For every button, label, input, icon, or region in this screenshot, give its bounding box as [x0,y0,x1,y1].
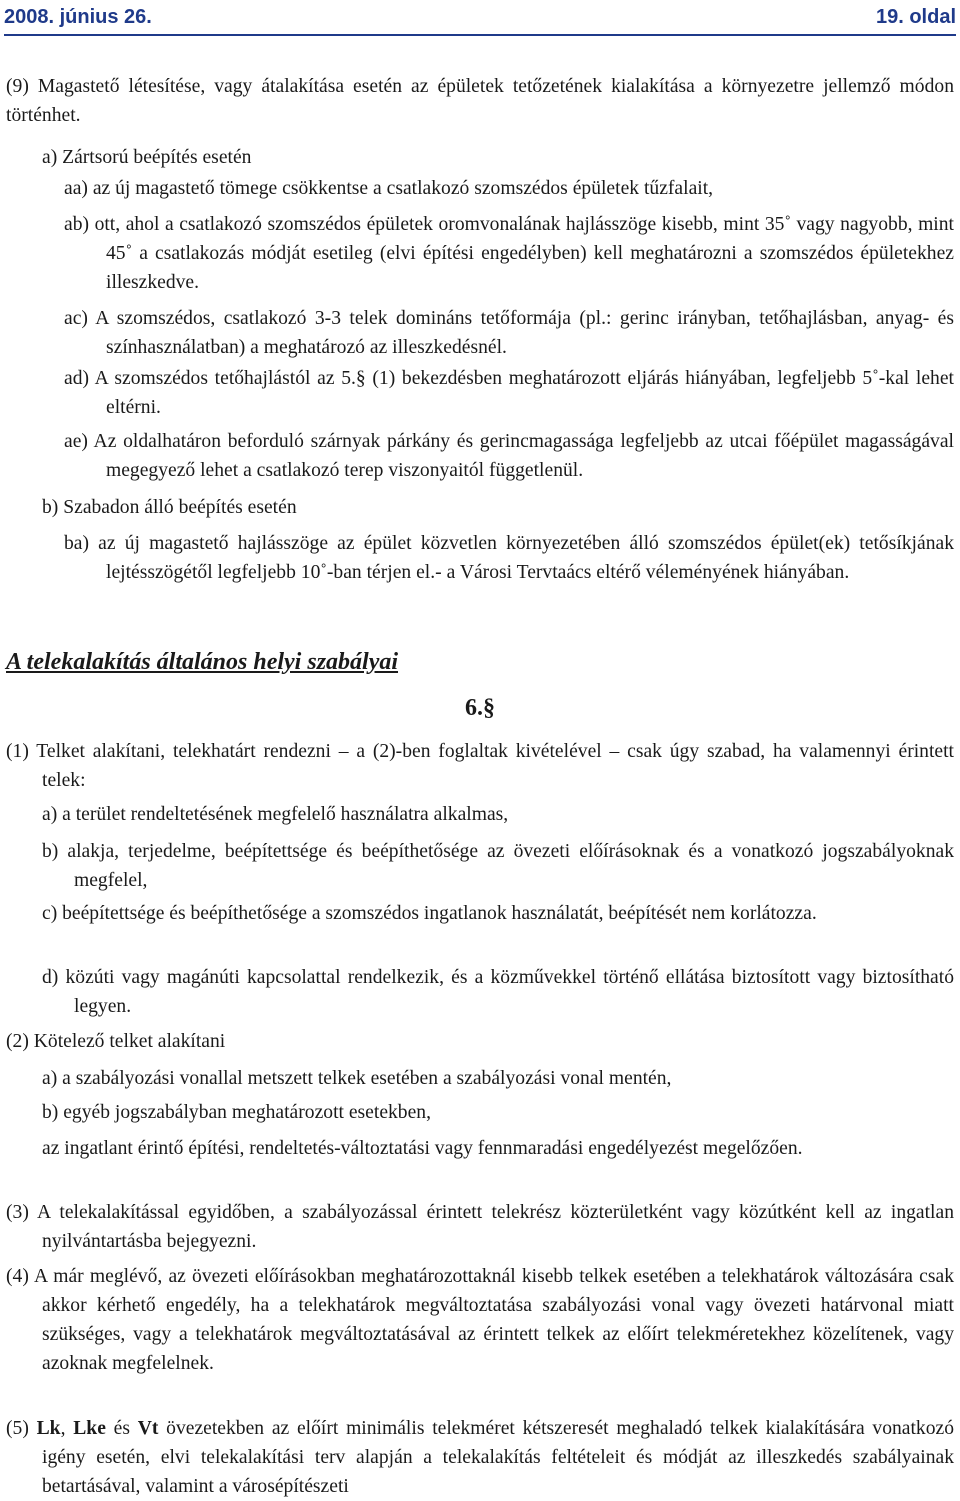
item-6-2-b: b) egyéb jogszabályban meghatározott esetekben, [42,1102,431,1123]
paragraph-6-1: (1) Telket alakítani, telekhatárt rendezni – a (2)-ben foglaltak kivételével – csak úgy szabad, ha valamennyi érintett telek: [6,741,954,791]
zone-vt: Vt [137,1418,159,1439]
p5-sep: , [60,1418,74,1439]
header-rule [4,34,956,36]
item-6-1-d: d) közúti vagy magánúti kapcsolattal rendelkezik, és a közművekkel történő ellátása biztosított vagy biztosítható legyen. [42,967,954,1017]
item-b: b) Szabadon álló beépítés esetén [42,497,297,518]
paragraph-6-4: (4) A már meglévő, az övezeti előírásokban meghatározottaknál kisebb telkek esetében a telekhatárok változására csak akkor kérhető engedély, ha a telekhatárok megváltoztatása szabályozási vonal vagy övezeti határvonal miatt szükséges, vagy a telekhatárok megváltoztatásával az érintett telkek az előírt telekméretekhez közelítenek, vagy azoknak megfelelnek. [6,1266,954,1374]
item-ab: ab) ott, ahol a csatlakozó szomszédos épületek oromvonalának hajlásszöge kisebb, mint 35˚ vagy nagyobb, mint 45˚ a csatlakozás módját esetileg (elvi építési engedélyben) kell meghatározni a szomszédos épületekhez illeszkedve. [64,214,954,293]
paragraph-6-2-closing: az ingatlant érintő építési, rendeltetés-változtatási vagy fennmaradási engedélyezést megelőzően. [42,1138,803,1159]
section-number: 6.§ [465,695,495,721]
item-6-2-a: a) a szabályozási vonallal metszett telkek esetében a szabályozási vonal mentén, [42,1068,672,1089]
item-ac: ac) A szomszédos, csatlakozó 3-3 telek domináns tetőformája (pl.: gerinc irányban, tetőhajlásban, anyag- és színhasználatban) a meghatározó az illeszkedésnél. [64,308,954,358]
p5-prefix: (5) [6,1418,37,1439]
header-date: 2008. június 26. [4,6,152,28]
section-title: A telekalakítás általános helyi szabályai [6,649,399,675]
zone-lk: Lk [36,1418,61,1439]
item-ba: ba) az új magastető hajlásszöge az épület közvetlen környezetében álló szomszédos épület(ek) tetősíkjának lejtésszögétől legfeljebb 10˚-ban térjen el.- a Városi Tervtaács eltérő véleményének hiányában. [64,533,954,583]
paragraph-6-3: (3) A telekalakítással egyidőben, a szabályozással érintett telekrész közterületként vagy közútként kell az ingatlan nyilvántartásba bejegyezni. [6,1202,954,1252]
item-ae: ae) Az oldalhatáron beforduló szárnyak párkány és gerincmagassága legfeljebb az utcai főépület magasságával megegyező lehet a csatlakozó terep viszonyaitól függetlenül. [64,431,954,481]
item-aa: aa) az új magastető tömege csökkentse a csatlakozó szomszédos épületek tűzfalait, [64,178,714,199]
zone-lke: Lke [73,1418,106,1439]
item-ad: ad) A szomszédos tetőhajlástól az 5.§ (1) bekezdésben meghatározott eljárás hiányában, legfeljebb 5˚-kal lehet eltérni. [64,368,954,418]
item-6-1-c: c) beépítettsége és beépíthetősége a szomszédos ingatlanok használatát, beépítését nem korlátozza. [42,903,817,924]
item-6-1-b: b) alakja, terjedelme, beépítettsége és beépíthetősége az övezeti előírásoknak és a vonatkozó jogszabályoknak megfelel, [42,841,954,891]
paragraph-9: (9) Magastető létesítése, vagy átalakítása esetén az épületek tetőzetének kialakítása a környezetre jellemző módon történhet. [6,76,954,126]
p5-rest: övezetekben az előírt minimális telekméret kétszeresét meghaladó telkek kialakítására vonatkozó igény esetén, elvi telekalakítási terv alapján a telekalakítás feltételeit és módját az illeszkedés szabályainak betartásával, valamint a városépítészeti [42,1418,955,1497]
item-a: a) Zártsorú beépítés esetén [42,147,252,168]
item-6-1-a: a) a terület rendeltetésének megfelelő használatra alkalmas, [42,804,509,825]
header-page-number: 19. oldal [875,6,956,28]
p5-and: és [105,1418,138,1439]
page-header [4,4,956,32]
paragraph-6-2: (2) Kötelező telket alakítani [6,1031,226,1052]
paragraph-6-5 [6,1414,954,1501]
